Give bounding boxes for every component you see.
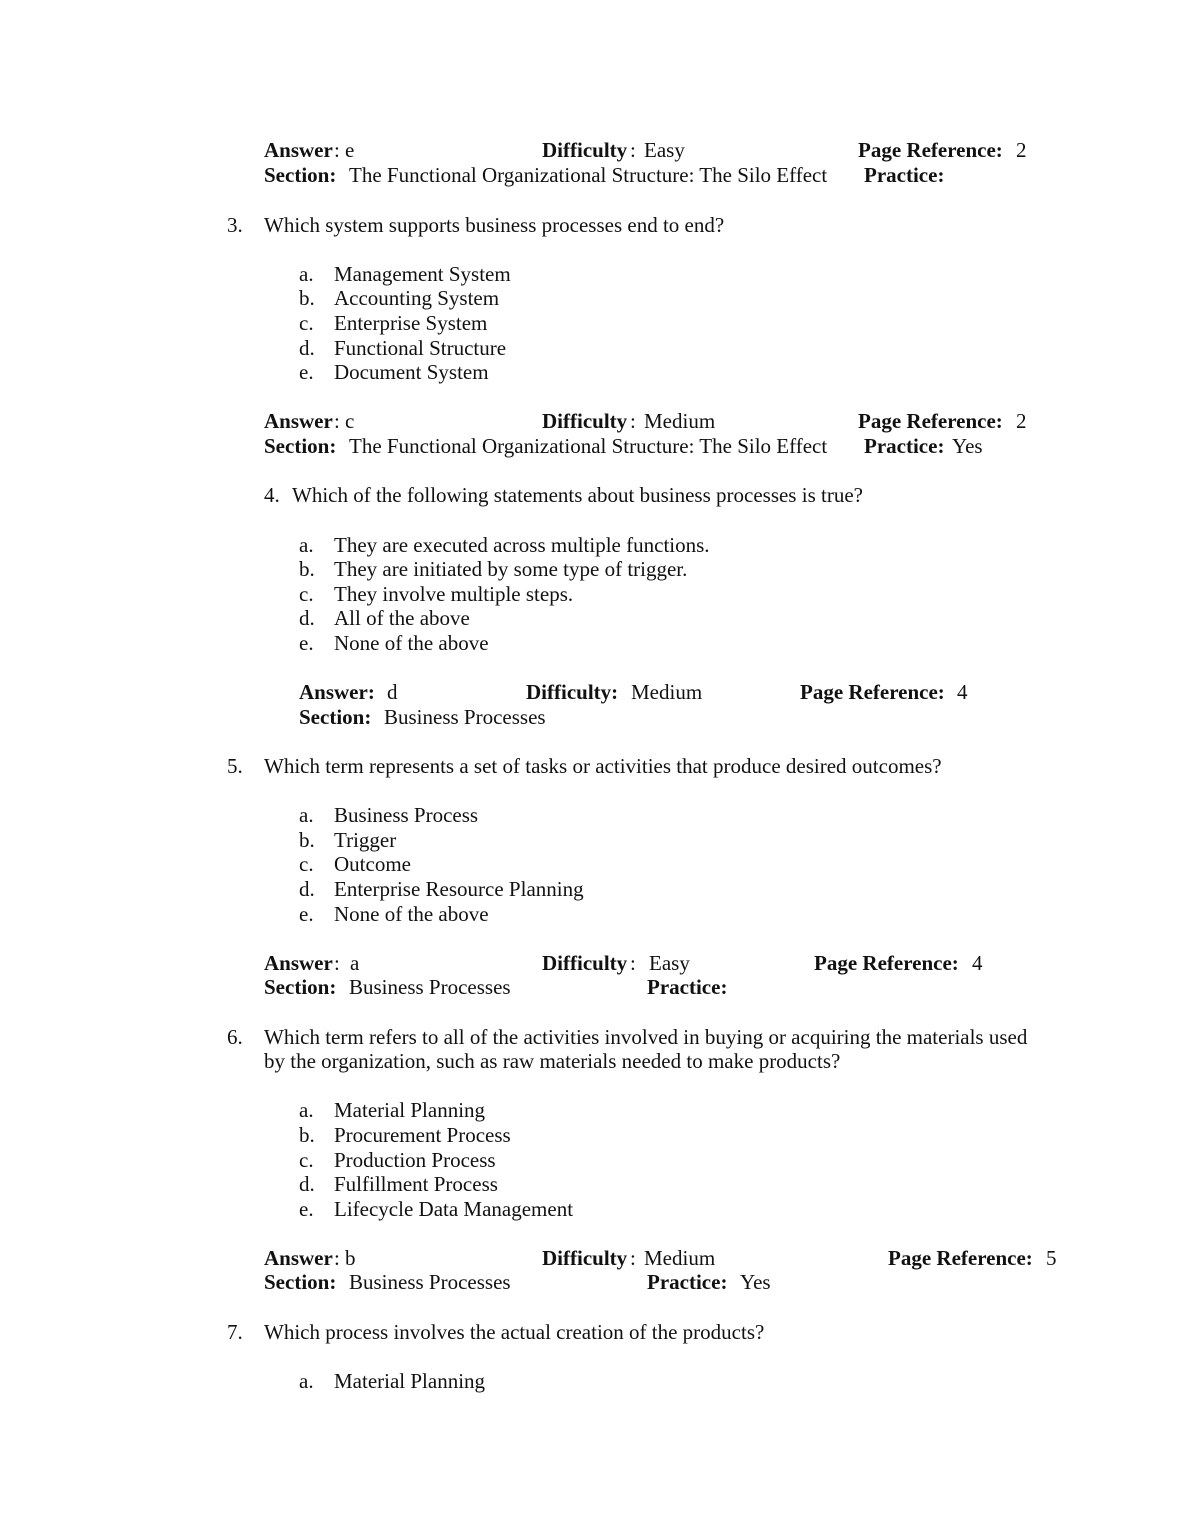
practice-label: Practice: — [647, 975, 728, 999]
option-text: Outcome — [334, 852, 411, 876]
practice-value: Yes — [740, 1270, 771, 1294]
question-text: Which term represents a set of tasks or activities that produce desired outcomes? — [264, 754, 942, 778]
option-text: Accounting System — [334, 286, 500, 310]
section-value: The Functional Organizational Structure: The Silo Effect — [349, 163, 828, 187]
section-value: Business Processes — [349, 1270, 511, 1294]
practice-label: Practice: — [864, 434, 945, 458]
option-text: Production Process — [334, 1148, 496, 1172]
answer-label: Answer — [264, 1246, 333, 1270]
answer-value: b — [345, 1246, 356, 1270]
question-text-line2: by the organization, such as raw materials needed to make products? — [264, 1049, 841, 1073]
difficulty-value: Easy — [649, 951, 690, 975]
question-number: 6. — [227, 1025, 243, 1049]
option-letter: c. — [299, 311, 314, 335]
colon: : — [334, 409, 340, 433]
option-letter: b. — [299, 1123, 315, 1147]
section-label: Section: — [264, 1270, 337, 1294]
section-value: Business Processes — [384, 705, 546, 729]
colon: : — [334, 138, 340, 162]
answer-value: c — [345, 409, 355, 433]
question-text: Which process involves the actual creation of the products? — [264, 1320, 765, 1344]
option-text: Lifecycle Data Management — [334, 1197, 574, 1221]
option-text: Enterprise System — [334, 311, 488, 335]
section-label: Section: — [264, 434, 337, 458]
option-letter: a. — [299, 262, 314, 286]
option-letter: a. — [299, 1098, 314, 1122]
answer-label: Answer — [264, 138, 333, 162]
option-letter: e. — [299, 631, 314, 655]
option-text: Management System — [334, 262, 511, 286]
page-reference-value: 2 — [1016, 138, 1027, 162]
option-text: Functional Structure — [334, 336, 507, 360]
difficulty-label: Difficulty — [542, 1246, 628, 1270]
option-text: Material Planning — [334, 1098, 486, 1122]
option-text: Business Process — [334, 803, 479, 827]
question-text-line1: Which term refers to all of the activities involved in buying or acquiring the materials used — [264, 1025, 1028, 1049]
option-letter: e. — [299, 360, 314, 384]
option-text: They are initiated by some type of trigger. — [334, 557, 688, 581]
option-text: Fulfillment Process — [334, 1172, 498, 1196]
answer-value: d — [387, 680, 398, 704]
difficulty-value: Medium — [631, 680, 703, 704]
answer-label: Answer — [264, 951, 333, 975]
option-letter: c. — [299, 582, 314, 606]
section-label: Section: — [264, 975, 337, 999]
option-text: Enterprise Resource Planning — [334, 877, 584, 901]
option-text: Material Planning — [334, 1369, 486, 1393]
option-text: Procurement Process — [334, 1123, 511, 1147]
option-letter: b. — [299, 557, 315, 581]
option-letter: d. — [299, 606, 315, 630]
option-letter: d. — [299, 1172, 315, 1196]
difficulty-label: Difficulty — [542, 409, 628, 433]
difficulty-label: Difficulty — [542, 951, 628, 975]
page-reference-label: Page Reference: — [888, 1246, 1033, 1270]
difficulty-value: Easy — [644, 138, 685, 162]
difficulty-value: Medium — [644, 1246, 716, 1270]
practice-value: Yes — [952, 434, 983, 458]
question-text: Which system supports business processes end to end? — [264, 213, 725, 237]
colon: : — [630, 951, 636, 975]
option-letter: a. — [299, 803, 314, 827]
page-reference-value: 4 — [972, 951, 983, 975]
practice-label: Practice: — [647, 1270, 728, 1294]
question-text: Which of the following statements about business processes is true? — [292, 483, 863, 507]
colon: : — [334, 951, 340, 975]
option-letter: a. — [299, 1369, 314, 1393]
option-letter: b. — [299, 828, 315, 852]
option-text: They involve multiple steps. — [334, 582, 574, 606]
colon: : — [630, 409, 636, 433]
page-reference-label: Page Reference: — [858, 409, 1003, 433]
colon: : — [630, 138, 636, 162]
answer-label: Answer: — [299, 680, 375, 704]
page-reference-label: Page Reference: — [814, 951, 959, 975]
practice-label: Practice: — [864, 163, 945, 187]
option-letter: b. — [299, 286, 315, 310]
option-text: Trigger — [334, 828, 397, 852]
section-value: Business Processes — [349, 975, 511, 999]
option-letter: e. — [299, 1197, 314, 1221]
section-label: Section: — [299, 705, 372, 729]
page-reference-value: 2 — [1016, 409, 1027, 433]
question-number: 4. — [264, 483, 280, 507]
option-text: Document System — [334, 360, 489, 384]
answer-label: Answer — [264, 409, 333, 433]
option-letter: c. — [299, 1148, 314, 1172]
difficulty-value: Medium — [644, 409, 716, 433]
option-letter: e. — [299, 902, 314, 926]
option-letter: d. — [299, 336, 315, 360]
difficulty-label: Difficulty: — [526, 680, 619, 704]
page-reference-value: 4 — [957, 680, 968, 704]
colon: : — [630, 1246, 636, 1270]
option-text: None of the above — [334, 902, 489, 926]
page-reference-label: Page Reference: — [800, 680, 945, 704]
colon: : — [334, 1246, 340, 1270]
question-number: 7. — [227, 1320, 243, 1344]
option-text: They are executed across multiple functions. — [334, 533, 710, 557]
question-number: 3. — [227, 213, 243, 237]
section-label: Section: — [264, 163, 337, 187]
question-number: 5. — [227, 754, 243, 778]
section-value: The Functional Organizational Structure: The Silo Effect — [349, 434, 828, 458]
option-letter: c. — [299, 852, 314, 876]
answer-value: e — [345, 138, 355, 162]
option-text: All of the above — [334, 606, 470, 630]
option-letter: a. — [299, 533, 314, 557]
page-reference-value: 5 — [1046, 1246, 1057, 1270]
answer-value: a — [350, 951, 360, 975]
page-reference-label: Page Reference: — [858, 138, 1003, 162]
option-letter: d. — [299, 877, 315, 901]
difficulty-label: Difficulty — [542, 138, 628, 162]
option-text: None of the above — [334, 631, 489, 655]
